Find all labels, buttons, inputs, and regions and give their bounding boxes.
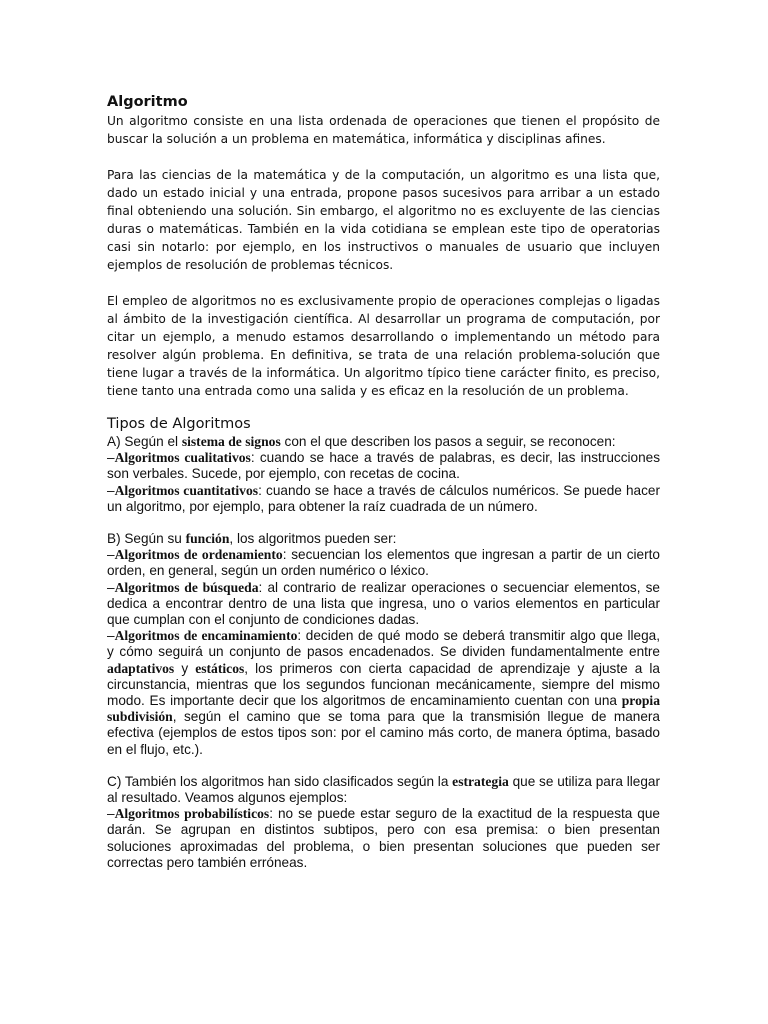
section-b-item-3 [107, 628, 660, 758]
term-busqueda: Algoritmos de búsqueda [114, 579, 259, 595]
section-c-post: que se utiliza para llegar al resultado. Veamos algunos ejemplos: [107, 773, 660, 806]
section-a-pre: A) Según el [107, 434, 182, 449]
item-text: : deciden de qué modo se deberá transmitir algo que llega, y cómo seguirá un conjunto de pasos encadenados. Se dividen fundamentalmente entre [107, 628, 660, 660]
term-estaticos: estáticos [195, 660, 245, 676]
intro-paragraph-3: El empleo de algoritmos no es exclusivamente propio de operaciones complejas o ligadas al ámbito de la investigación científica. Al desarrollar un programa de computación, por citar un ejemplo, a menudo estamos desarrollando o implementando un método para resolver algún problema. En definitiva, se trata de una relación problema-solución que tiene lugar a través de la informática. Un algoritmo típico tiene carácter finito, es preciso, tiene tanto una entrada como una salida y es eficaz en la resolución de un problema. [107, 294, 660, 398]
item-text: : cuando se hace a través de palabras, es decir, las instrucciones son verbales. Sucede, por ejemplo, con recetas de cocina. [107, 450, 660, 482]
dash: – [107, 482, 115, 498]
section-c-bold: estrategia [452, 773, 509, 789]
section-b-bold: función [185, 531, 230, 547]
intro-paragraph-1: Un algoritmo consiste en una lista ordenada de operaciones que tienen el propósito de buscar la solución a un problema en matemática, informática y disciplinas afines. [107, 114, 660, 146]
term-encaminamiento: Algoritmos de encaminamiento [114, 628, 298, 644]
item-text: : al contrario de realizar operaciones o secuenciar elementos, se dedica a encontrar dentro de una lista que ingresa, uno o varios elementos en particular que cumplan con el conjunto de condiciones dadas. [107, 579, 660, 628]
section-b-lead [107, 531, 660, 547]
term-ordenamiento: Algoritmos de ordenamiento [114, 547, 283, 563]
dash: – [107, 579, 115, 595]
term-cuantitativos: Algoritmos cuantitativos [114, 482, 259, 498]
item-text: , según el camino que se toma para que la transmisión llegue de manera efectiva (ejemplos de estos tipos son: por el camino más corto, de manera óptima, basado en el flujo, etc.). [107, 709, 660, 757]
section-a-bold: sistema de signos [181, 434, 281, 449]
dash: – [107, 547, 115, 563]
section-c-pre: C) También los algoritmos han sido clasificados según la [107, 773, 453, 789]
section-c-item-1 [107, 806, 660, 871]
section-title-tipos: Tipos de Algoritmos [107, 416, 251, 432]
document-page [107, 92, 660, 871]
section-b-item-1 [107, 547, 660, 579]
item-text: : no se puede estar seguro de la exactitud de la respuesta que darán. Se agrupan en distintos subtipos, pero con esa premisa: o bien presentan soluciones aproximadas del problema, o bien presentan soluciones que pueden ser correctas pero también erróneas. [107, 806, 660, 870]
dash: – [107, 628, 115, 644]
item-text: y [174, 660, 196, 676]
term-cualitativos: Algoritmos cualitativos [114, 450, 251, 466]
intro-paragraph-2: Para las ciencias de la matemática y de la computación, un algoritmo es una lista que, dado un estado inicial y una entrada, propone pasos sucesivos para arribar a un estado final obteniendo una solución. Sin embargo, el algoritmo no es excluyente de las ciencias duras o matemáticas. También en la vida cotidiana se emplean este tipo de operatorias casi sin notarlo: por ejemplo, en los instructivos o manuales de usuario que incluyen ejemplos de resolución de problemas técnicos. [107, 168, 660, 272]
section-b-item-2 [107, 580, 660, 629]
section-b-post: , los algoritmos pueden ser: [229, 531, 397, 547]
document-title: Algoritmo [107, 94, 188, 110]
dash: – [107, 450, 115, 466]
section-a-item-1 [107, 450, 660, 482]
dash: – [107, 806, 115, 822]
section-a-item-2 [107, 483, 660, 515]
term-propia-subdivision: propia subdivisión [107, 693, 660, 725]
item-text: : cuando se hace a través de cálculos numéricos. Se puede hacer un algoritmo, por ejemplo, para obtener la raíz cuadrada de un número. [107, 482, 660, 514]
section-a-lead [107, 434, 660, 450]
term-adaptativos: adaptativos [107, 660, 175, 676]
section-b-pre: B) Según su [107, 531, 186, 547]
item-text: : secuencian los elementos que ingresan a partir de un cierto orden, en general, según un orden numérico o léxico. [107, 547, 660, 579]
section-c-lead [107, 774, 660, 806]
section-a-post: con el que describen los pasos a seguir, se reconocen: [280, 434, 616, 449]
item-text: , los primeros con cierta capacidad de aprendizaje y ajuste a la circunstancia, mientras que los segundos funcionan mecánicamente, siempre del mismo modo. Es importante decir que los algoritmos de encaminamiento cuentan con una [107, 660, 660, 709]
term-probabilisticos: Algoritmos probabilísticos [114, 806, 270, 822]
